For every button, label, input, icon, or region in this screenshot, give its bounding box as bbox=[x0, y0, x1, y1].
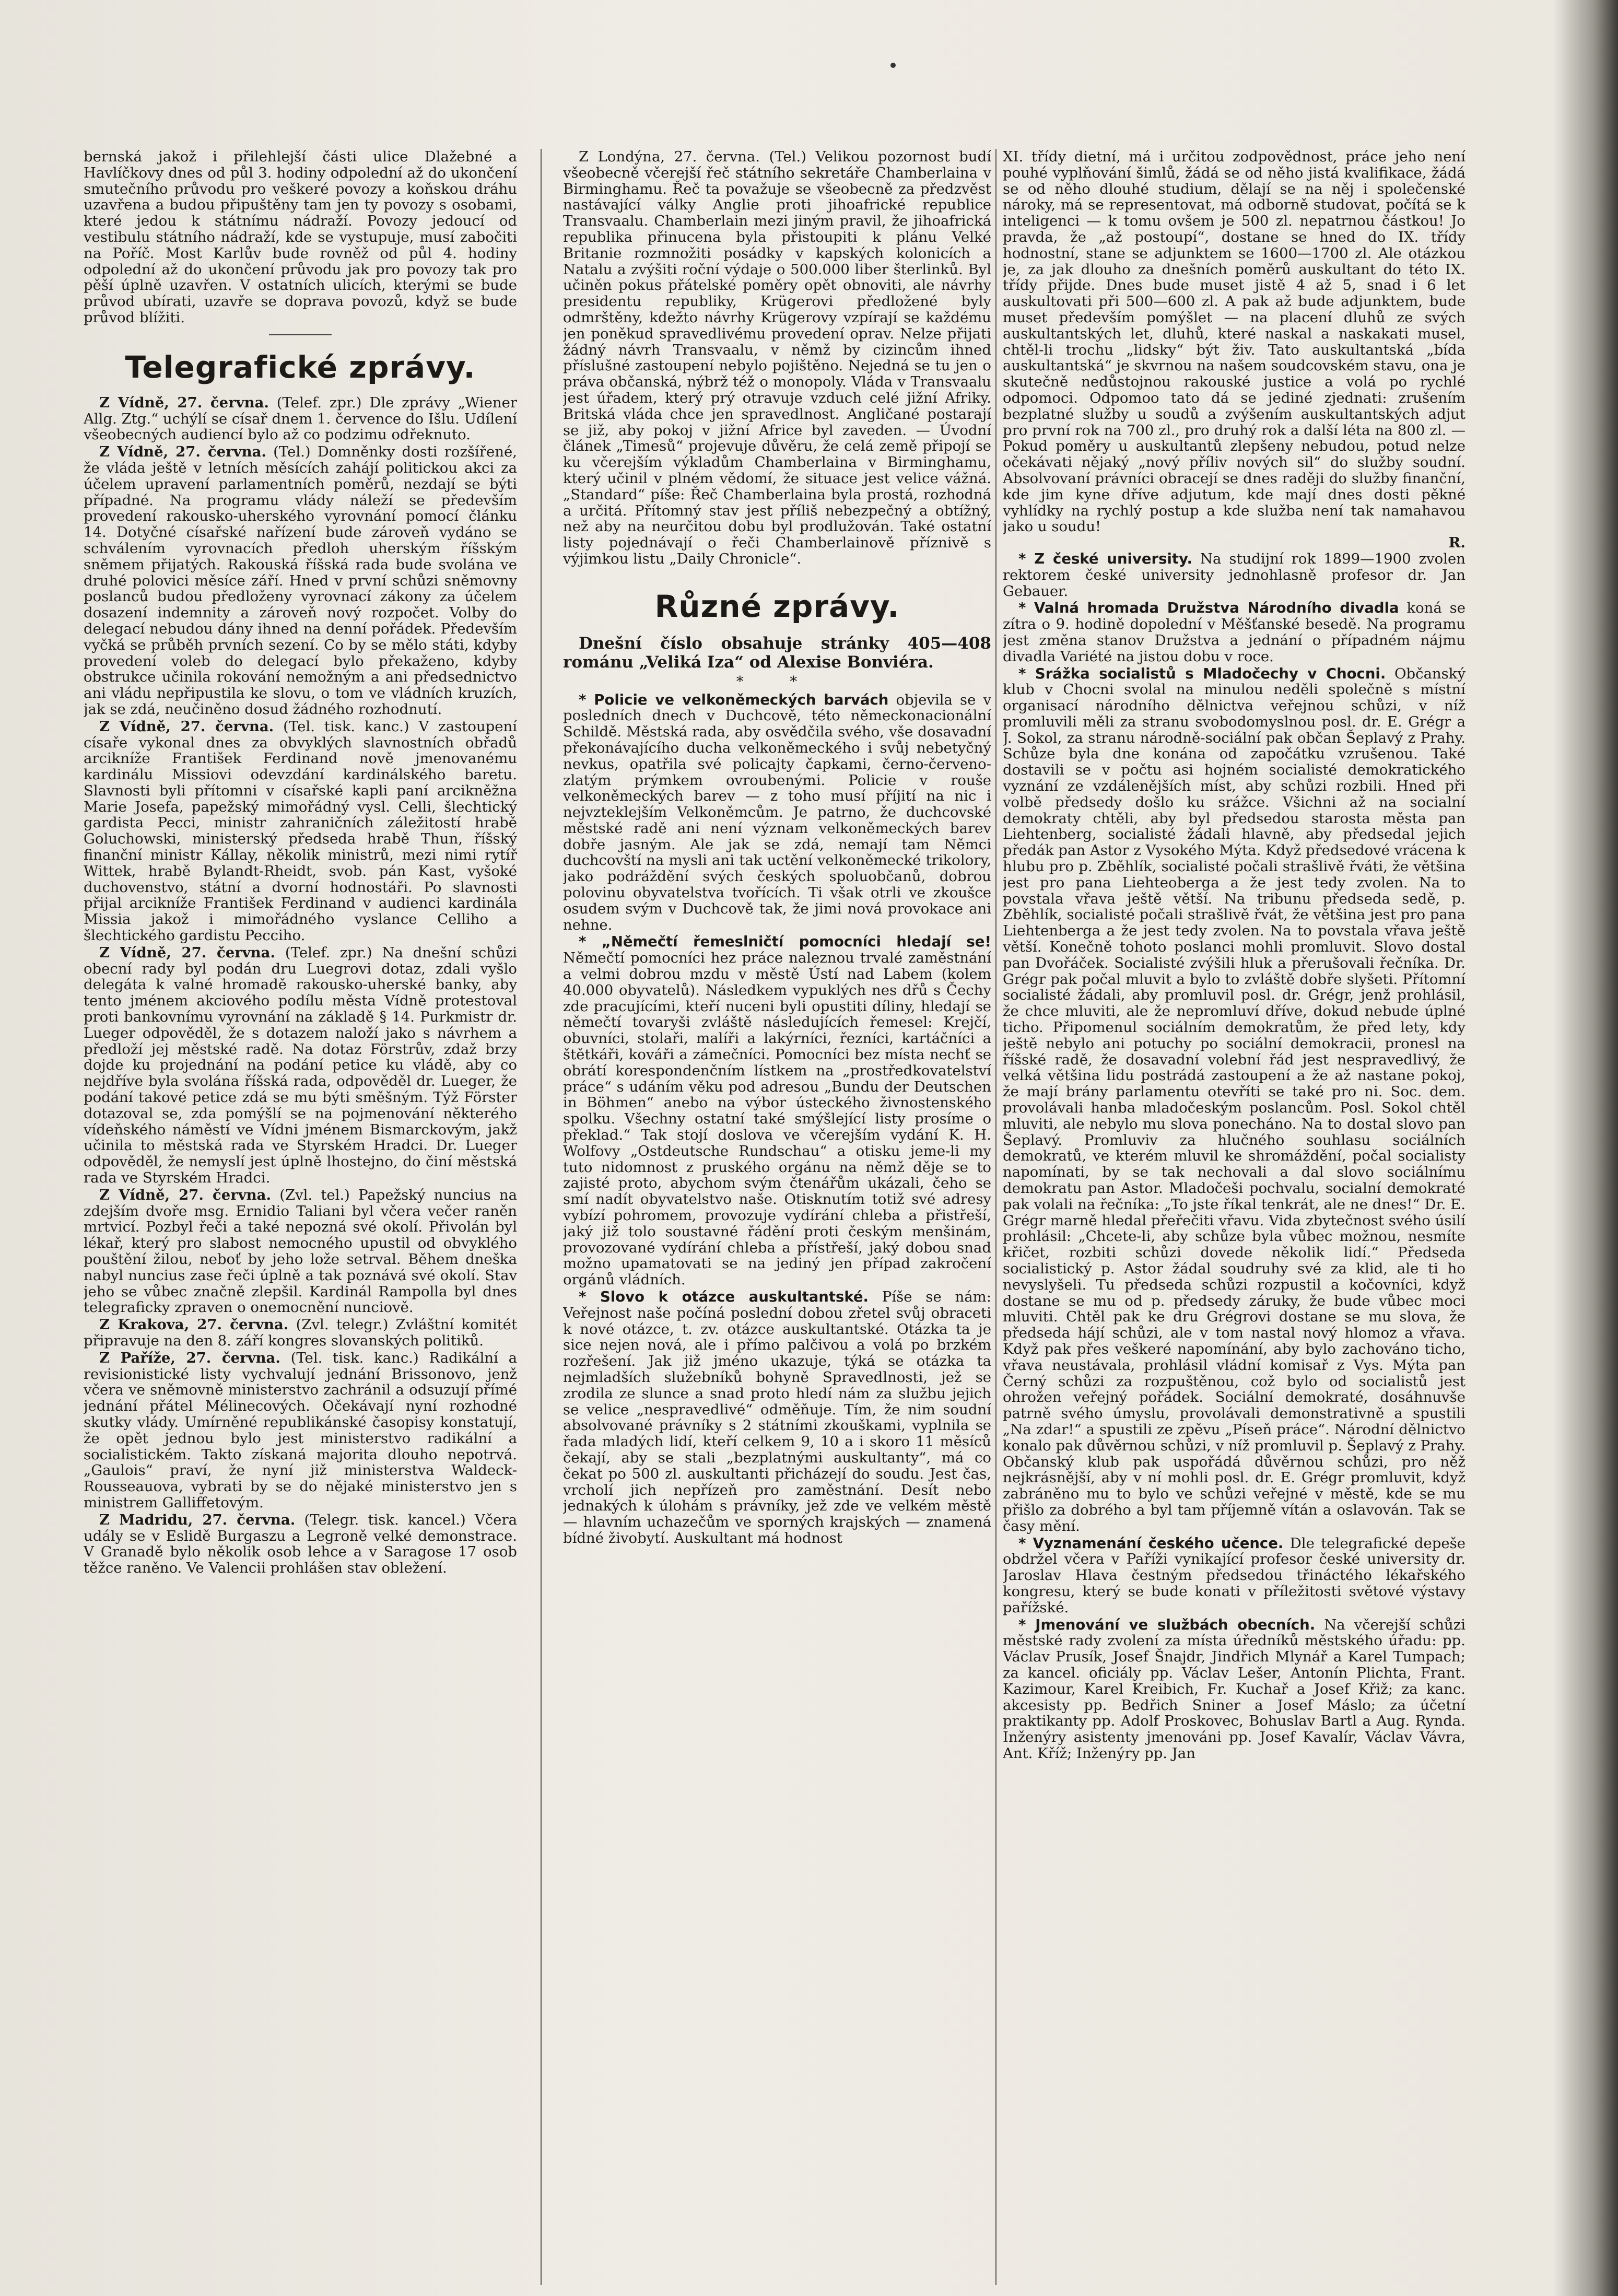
article-text: Občanský klub v Chocni svolal na minulou neděli společně s místní organisací národního dělnictva veřejnou schůzi, v níž promluvili měli za stranu svobodomyslnou posl. dr. E. Grégr a J. Sokol, za stranu národně-sociální pak občan Šeplavý z Prahy. Schůze byla dne konána od započátku vzrušenou. Také dostavili se v počtu asi hojném socialisté demokratického vyznání ze vzdálenějších míst, aby schůzi rozbili. Hned při volbě předsedy došlo ku srážce. Všichni až na socialní demokraty chtěli, aby byl předsedou starosta města pan Liehtenberg, socialisté žádali hlavně, aby předsedal jejich předák pan Astor z Vysokého Mýta. Když předsedové vrácena k hlubu pro p. Zběhlík, socialisté počali strašlivě řváti, že většina jest pro pana Liehteoberga a že jest tedy zvolen. Na to povstala vřava ještě větší. Na tribunu předseda sedě, p. Zběhlík, socialisté počali strašlivě řvát, že většina jest pro pana Liehtenberga a že jest tedy zvolen. Na to povstala vřava ještě větší. Konečně tohoto poslanci mohli promluvit. Slovo dostal pan Dvořáček. Socialisté zvýšili hluk a přerušovali řečníka. Dr. Grégr pak počal mluvit a bylo to zvláště dobře slyšeti. Přítomní socialisté žádali, aby promluvil posl. dr. Grégr, jenž prohlásil, že chce mluviti, ale že nepromluví dříve, dokud nebude úplné ticho. Připomenul sociálním demokratům, že před lety, kdy ještě nebylo ani potuchy po sociální demokracii, pronesl na říšské radě, že dosavadní volební řád jest nespravedlivý, že velká většina lidu postrádá zastoupení a že až nastane pokoj, že mají brány parlamentu otevříti se také pro ni. Soc. dem. provolávali hanba mladočeským poslancům. Posl. Sokol chtěl mluviti, ale nebylo mu slova ponecháno. Na to dostal slovo pan Šeplavý. Promluviv za hlučného souhlasu sociálních demokratů, ve kterém mluvil ke shromáždění, počal socialisty napomínati, by se tak nechovali a dal slovo sociálnímu demokratu pan Astor. Mladočeši pochvalu, socialní demokraté pak volali na řečníka: „To jste říkal tenkrát, ale ne dnes!“ Dr. E. Grégr marně hledal přeřečiti vřavu. Vida zbytečnost svého úsilí prohlásil: „Chcete-li, aby schůze byla vůbec možnou, nesmíte křičet, rozbiti schůzi dovede několik lidí.“ Předseda socialistický p. Astor žádal soudruhy své za klid, ale ti ho nevyslyšeli. Tu předseda schůzi rozpustil a kočovníci, když dostane se mu od p. předsedy záruky, že bude vůbec moci mluviti. Chtěl pak ke dru Grégrovi dostane se mu slova, že předseda hájí schůzi, ale v tom nastal nový hlomoz a vřava. Když pak přes veškeré napomínání, aby bylo zachováno ticho, vřava neustávala, prohlásil vládní komisař z Vys. Mýta pan Černý schůzi za rozpuštěnou, což bylo od socialistů jest ohrožen veřejný pořádek. Sociální demokraté, dosáhnuvše patrně svého úmyslu, provolávali demonstrativně a spustili „Na zdar!“ a spustili ze zpěvu „Píseň práce“. Národní dělnictvo konalo pak důvěrnou schůzi, v níž promluvil p. Šeplavý z Prahy. Občanský klub pak uspořádá důvěrnou schůzi, pro něž nejkrásnější, aby v ní mohli posl. dr. E. Grégr promluvit, když zabráněno mu to bylo ve schůzi veřejné v městě, kde se mu přišlo za dobrého a byl tam příjemně vítán a oslavován. Tak se časy mění. bbox=[1003, 665, 1465, 1534]
news-text: (Telegr. tisk. kancel.) Včera udály se v Eslidě Burgaszu a Legroně velké demonstrace. V Granadě bylo několik osob lehce a v Saragose 17 osob těžce raněno. Ve Valencii prohlášen stav obležení. bbox=[84, 1511, 517, 1577]
dateline: Z Vídně, 27. června. bbox=[99, 944, 276, 961]
article bbox=[563, 934, 991, 1288]
article-heading: * Slovo k otázce auskultantské. bbox=[579, 1288, 869, 1305]
column-2 bbox=[563, 149, 991, 2285]
dateline: Z Krakova, 27. června. bbox=[99, 1316, 289, 1333]
article-text: Píše se nám: Veřejnost naše počíná poslední dobou zřetel svůj obraceti k nové otázce, t. zv. otázce auskultantské. Otázka ta je sice nejen nová, ale i přímo palčivou a volá po brzkém rozřešení. Jak již jméno ukazuje, týká se otázka ta nejmladších služebníků bohyně Spravedlnosti, jež se zrodila ze slunce a snad proto hledí nám za službu jejich se velice „nespravedlivé“ odměňuje. Tím, že nim soudní absolvované právníky s 2 státními zkouškami, vyplnila se řada mladých lidí, kteří celkem 9, 10 a i skoro 11 měsíců čekají, aby se stali „bezplatnými auskultanty“, má co čekat po 500 zl. auskultanti přicházejí do soudu. Jest čas, vrcholí jich nepřízeň pro zaměstnání. Desít nebo jednakých k úlohám s právníky, jež zde ve velkém městě — hlavním uchazečům ve sporných krajských — znamená bídné živobytí. Auskultant má hodnost bbox=[563, 1288, 991, 1547]
news-item bbox=[84, 1317, 517, 1349]
column-1 bbox=[84, 149, 517, 2285]
article bbox=[1003, 1617, 1465, 1762]
article bbox=[1003, 551, 1465, 599]
dateline: Z Vídně, 27. června. bbox=[99, 394, 269, 411]
section-title-telegrafic: Telegrafické zprávy. bbox=[125, 349, 476, 385]
section-title-various: Různé zprávy. bbox=[654, 588, 900, 624]
article-heading: * Policie ve velkoněmeckých barvách bbox=[579, 691, 889, 708]
news-text: (Tel. tisk. kanc.) Radikální a revisionistické listy vychvalují jednání Brissonovo, jenž včera ve sněmovně ministerstvo zachránil a odsuzují přímé jednání přátel Mélinecových. Očekávají nyní rozhodné skutky vlády. Umírněné republikánské časopisy konstatují, že opět jednou bylo jest ministerstvo radikální a socialistickém. Takto získaná majorita dlouho nepotrvá. „Gaulois“ praví, že nyní již ministerstva Waldeck-Rousseauova, vybrati by se do nějaké ministerstvo jen s ministrem Galliffetovým. bbox=[84, 1349, 517, 1511]
article-text: Na studijní rok 1899—1900 zvolen rektorem české university jednohlasně profesor dr. Jan Gebauer. bbox=[1003, 550, 1465, 600]
news-text: (Tel.) Domněnky dosti rozšířené, že vláda ještě v letních měsících zahájí politickou akci za účelem upravení parlamentních poměrů, nezdají se býti případné. Na programu vlády náleží se především provedení rakousko-uherského vyrovnání pomocí článku 14. Dotyčné císařské nařízení bude zároveň vydáno se schválením vyrovnacích předloh uherským říšským sněmem přijatých. Rakouská říšská rada bude svolána ve druhé polovici měsíce září. Hned v první schůzi sněmovny poslanců budou předloženy vyrovnací zákony za účelem dosazení indemnity a zároveň nový rozpočet. Volby do delegací nebudou dány ihned na denní pořádek. Především vyčká se průběh prvních sezení. Co by se mělo státi, kdyby provedení voleb do delegací bylo překaženo, kdyby obstrukce učinila rokování nemožným a ani předsednictvo ani vládu nepřipustila ke slovu, o tom ve vládních kruzích, jak se zdá, neučiněno dosud žádného rozhodnutí. bbox=[84, 443, 517, 718]
dateline: Z Vídně, 27. června. bbox=[99, 1186, 272, 1203]
article-heading: * Srážka socialistů s Mladočechy v Chocni. bbox=[1018, 665, 1386, 682]
news-text: (Zvl. telegr.) Zvláštní komitét připravuje na den 8. září kongres slovanských politiků. bbox=[84, 1316, 517, 1349]
news-item bbox=[84, 945, 517, 1186]
article-heading: * Vyznamenání českého učence. bbox=[1018, 1534, 1284, 1552]
news-text: (Telef. zpr.) Dle zprávy „Wiener Allg. Ztg.“ uchýlí se císař dnem 1. července do Išlu. Udílení všeobecných audiencí bylo až co podzimu odřeknuto. bbox=[84, 394, 517, 443]
dateline: Z Paříže, 27. června. bbox=[99, 1349, 280, 1366]
news-item bbox=[84, 719, 517, 944]
stars-separator: * * bbox=[736, 673, 818, 690]
article-heading: * Z české university. bbox=[1018, 550, 1192, 567]
news-item bbox=[84, 444, 517, 718]
news-text: (Tel. tisk. kanc.) V zastoupení císaře vykonal dnes za obvyklých slavnostních obřadů arcikníže František Ferdinand nově jmenovanému kardinálu Missiovi odevzdání kardinálského baretu. Slavnosti byli přítomni v císařské kapli paní arcikněžna Marie Josefa, papežský mimořádný vysl. Celli, šlechtický gardista Pecci, ministr zahraničních záležitostí hrabě Goluchowski, ministerský předseda hrabě Thun, říšský finanční ministr Kállay, několik ministrů, mezi nimi rytíř Wittek, hrabě Bylandt-Rheidt, svob. pán Kast, vyšoké duchovenstvo, státní a dvorní hodnostáři. Po slavnosti přijal arcikníže František Ferdinand v audienci kardinála Missia jakož i mimořádného vyslance Celliho a šlechtického gardistu Pecciho. bbox=[84, 718, 517, 944]
column-3 bbox=[1003, 149, 1465, 2285]
section-separator bbox=[269, 334, 332, 335]
article bbox=[1003, 600, 1465, 664]
article bbox=[563, 692, 991, 933]
novel-notice: Dnešní číslo obsahuje stránky 405—408 románu „Veliká Iza“ od Alexise Bonviéra. bbox=[563, 634, 991, 672]
dateline: Z Vídně, 27. června. bbox=[99, 443, 267, 461]
dateline: Z Madridu, 27. června. bbox=[99, 1511, 296, 1528]
news-item bbox=[84, 1512, 517, 1576]
dateline: Z Vídně, 27. června. bbox=[99, 718, 274, 735]
article-heading: * Valná hromada Družstva Národního divadla bbox=[1018, 600, 1399, 617]
article-text: objevila se v posledních dnech v Duchcově, této německonacionální Schildě. Městská rada, aby osvědčila svého, vše dosavadní překonávajícího ducha velkoněmeckého i svůj nebetyčný nevkus, opatřila své policajty čapkami, černo-červeno-zlatým prýmkem ovroubenými. Policie v rouše velkoněmeckých barev — z toho musí příjití na nic i nejvzteklejším Velkoněmcům. Je patrno, že duchcovské městské radě ani není význam velkoněmeckých barev dobře jasným. Ale jak se zdá, nemají tam Němci duchcovští na mysli ani tak uctění velkoněmecké trikolory, jako podráždění svých českých spoluobčanů, dobrou polovinu obyvatelstva tvořících. Ti však otrli ve zkoušce osudem svým v Duchcově tak, že jimi nová provokace ani nehne. bbox=[563, 691, 991, 933]
news-text: (Telef. zpr.) Na dnešní schůzi obecní rady byl podán dru Luegrovi dotaz, zdali vyšlo delegáta k valné hromadě rakousko-uherské banky, aby tento jménem akciového podílu města Vídně protestoval proti bankovnímu vyrovnání na základě § 14. Purkmistr dr. Lueger odpověděl, že s dotazem naloží jako s návrhem a předloží jej městské radě. Na dotaz Förstrův, zdaž brzy dojde ku projednání na podání petice ku vládě, aby co nejdříve byla svolána říšská rada, odpověděl dr. Lueger, že podání takové petice zdá se mu býti směšným. Týž Förster dotazoval se, zda pomýšlí se na pojmenování některého vídeňského náměstí ve Vídni jménem Bismarckovým, jakž učinila to městská rada ve Styrském Hradci. Dr. Lueger odpověděl, že nemyslí jest úplně lhostejno, do činí městská rada ve Styrském Hradci. bbox=[84, 944, 517, 1187]
article-text: koná se zítra o 9. hodině dopolední v Měšťanské besedě. Na programu jest změna stanov Družstva a jednání o případném nájmu divadla Variété na jistou dobu v roce. bbox=[1003, 600, 1465, 665]
news-item bbox=[84, 1350, 517, 1511]
article-text: Němečtí pomocníci hez práce naleznou trvalé zaměstnání a velmi dobrou mzdu v městě Ústí nad Labem (kolem 40.000 obyvatelů). Následkem vypuklých nes dřů s Čechy zde pracujícími, kteří nuceni byli opustiti díliny, hledají se němečtí tovaryši zvláště následujících řemesel: Krejčí, obuvníci, stolaři, malíři a lakýrníci, řezníci, kartáčníci a štětkáři, kováři a zámečníci. Pomocníci bez místa nechť se obrátí korespondenčním lístkem na „prostředkovatelství práce“ s udáním věku pod adresou „Bundu der Deutschen in Böhmen“ anebo na výbor ústeckého živnostenského spolku. Všechny ostatní také smýšlející listy prosíme o překlad.“ Tak stojí doslova ve včerejším vydání K. H. Wolfovy „Ostdeutsche Rundschau“ a otisku jeme-li my tuto nidomnost z pruského orgánu na němž děje se to zajisté proto, abychom svým čtenářům ukázali, čeho se smí nadít obyvatelstvo naše. Otisknutím totiž své adresy vybízí pohromem, provozuje vydírání chleba a přistřeší, jaký již tolo soustavné řádění proti českým menšinám, provozované vydírání chleba a přístřeší, jaký dobou snad možno upamatovati se na jediný jen případ zakročení orgánů vládních. bbox=[563, 950, 991, 1288]
column-divider-1 bbox=[541, 149, 542, 2285]
column-divider-2 bbox=[995, 149, 996, 2285]
article bbox=[563, 1289, 991, 1547]
news-item bbox=[84, 395, 517, 443]
news-text: (Zvl. tel.) Papežský nuncius na zdejším dvoře msg. Ernidio Taliani byl včera večer raněn mrtvicí. Pozbyl řeči a také nepozná své okolí. Přivolán byl lékař, který pro slabost nemocného upustil od obvyklého pouštění žilou, neboť by jeho lože setrval. Během dneška nabyl nuncius zase řeči úplně a tak poznává své okolí. Stav jeho se vůbec značně zlepšil. Kardinál Rampolla byl dnes telegraficky zpraven o onemocnění nunciově. bbox=[84, 1186, 517, 1316]
print-speck bbox=[890, 63, 896, 68]
article-heading: * „Němečtí řemeslničtí pomocníci hledají se! bbox=[579, 933, 991, 951]
article-text: Dle telegrafické depeše obdržel včera v Paříži vynikající profesor české university dr. Jaroslav Hlava čestným předsedou třináctého lékařského kongresu, který se bude konati v příležitosti světové výstavy pařížské. bbox=[1003, 1534, 1465, 1616]
article-text: Na včerejší schůzi městské rady zvolení za místa úředníků městského úřadu: pp. Václav Prusík, Josef Šnajdr, Jindřich Mlynář a Karel Tumpach; za kancel. oficiály pp. Václav Lešer, Antonín Plichta, Frant. Kazimour, Karel Kreibich, Fr. Kuchař a Josef Křiž; za kanc. akcesisty pp. Bedřich Sniner a Josef Máslo; za účetní praktikanty pp. Adolf Proskovec, Bohuslav Bartl a Aug. Rynda. Inženýry asistenty jmenováni pp. Josef Kavalír, Václav Vávra, Ant. Kříž; Inženýry pp. Jan bbox=[1003, 1616, 1465, 1762]
article bbox=[1003, 666, 1465, 1534]
news-item-london: Z Londýna, 27. června. (Tel.) Velikou pozornost budí všeobecně včerejší řeč státního sekretáře Chamberlaina v Birminghamu. Řeč ta považuje se všeobecně za předzvěst nastávající války Anglie proti jihoafrické republice Transvaalu. Chamberlain mezi jiným pravil, že jihoafrická republika přinucena byla přistoupiti k plánu Velké Britanie rozmnožiti posádky v kapských kolonicích a Natalu a zvýšiti roční výdaje o 500.000 liber šterlinků. Byl učiněn pokus přátelské poměry opět obnoviti, ale návrhy presidentu republiky, Krügerovi předložené byly odmrštěny, kdežto návrhy Krügerovy vzpírají se každému jen poněkud spravedlivému provedení oprav. Nelze přijati žádný návrh Transvaalu, v němž by cizincům ihned příslušné zastoupení nebylo pojištěno. Nejedná se tu jen o práva občanská, nýbrž též o monopoly. Vláda v Transvaalu jest úřadem, který prý otravuje vzduch celé jižní Afriky. Britská vláda chce jen spravedlnost. Angličané postarají se již, aby pokoj v jižní Africe byl zaveden. — Úvodní článek „Timesů“ projevuje důvěru, že celá země připojí se ku včerejším výkladům Chamberlaina v Birminghamu, který učinil v plném vědomí, že situace jest velice vážná. „Standard“ píše: Řeč Chamberlaina byla prostá, rozhodná a určitá. Přítomný stav jest příliš nebezpečný a obtížný, než aby na neurčitou dobu byl prodlužován. Také ostatní listy pojednávají o řeči Chamberlainově příznivě s výjimkou listu „Daily Chronicle“. bbox=[563, 149, 991, 567]
author-signature: R. bbox=[1448, 534, 1465, 552]
article-heading: * Jmenování ve službách obecních. bbox=[1018, 1616, 1316, 1633]
article-continuation-auskultant: XI. třídy dietní, má i určitou zodpovědnost, práce jeho není pouhé vyplňování šimlů, žádá se od něho jistá kvalifikace, žádá se od něho dlouhé studium, dělají se na něj i společenské nároky, má se representovat, má odborně studovat, počítá se k inteligenci — k tomu ovšem je 500 zl. nepatrnou částkou! Jo pravda, že „až postoupí“, dostane se hned do IX. třídy hodnostní, stane se adjunktem se 1600—1700 zl. Ale otázkou je, za jak dlouho za dnešních poměrů auskultant do této IX. třídy přijde. Dnes bude muset jistě 4 až 5, snad i 6 let auskultovati při 500—600 zl. A pak až bude adjunktem, bude muset především pomýšlet — na placení dluhů ze svých auskultantských let, dluhů, které naskal a naskakati musel, chtěl-li trochu „lidsky“ být živ. Tato auskultantská „bída auskultantská“ je skvrnou na našem soudcovském stavu, ona je skutečně nedůstojnou rakouské justice a volá po rychlé odpomoci. Odpomoo tato dá se jediné zjednati: zrušením bezplatné služby u soudů a zvýšením auskultantských adjut pro první rok na 700 zl., pro druhý rok a další léta na 800 zl. — Pokud poměry u auskultantů zlepšeny nebudou, potud nelze očekávati nějaký „nový příliv nových sil“ do služby soudní. Absolvovaní právníci obracejí se dnes raději do služby finanční, kde jim kyne dříve adjutum, kde mají dnes dosti pěkné vyhlídky na rychlý postup a kde služba není tak namahavou jako u soudu! bbox=[1003, 149, 1465, 535]
news-item bbox=[84, 1187, 517, 1316]
article-continuation-funeral: bernská jakož i přilehlejší části ulice Dlažebné a Havlíčkovy dnes od půl 3. hodiny odpolední až do ukončení smutečního průvodu pro veškeré povozy a koňskou dráhu uzavřena a budou připuštěny tam jen ty povozy s osobami, které jedou k státnímu nádraží. Povozy jedoucí od vestibulu státního nádraží, kde se vystupuje, musí zabočiti na Poříč. Most Karlův bude rovněž od půl 4. hodiny odpolední až do ukončení průvodu jak pro povozy tak pro pěší úplně uzavřen. V ostatních ulicích, kterými se bude průvod ubírati, uzavře se doprava povozů, když se bude průvod blížiti. bbox=[84, 149, 517, 326]
article bbox=[1003, 1536, 1465, 1616]
